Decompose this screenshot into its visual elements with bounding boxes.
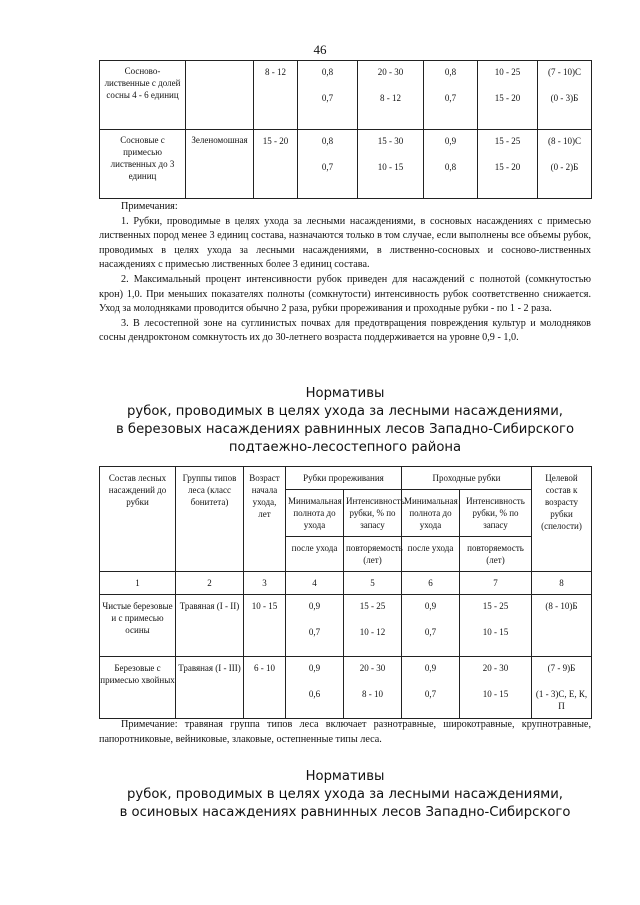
composition-cell: Чистые березовые и с примесью осины — [100, 595, 176, 657]
header-age: Возраст начала ухода, лет — [244, 467, 286, 572]
table-row — [100, 61, 592, 130]
header-pass-intensity: Интенсивность рубки, % по запасу — [460, 490, 532, 537]
aspen-norms-heading — [99, 768, 591, 822]
column-number: 2 — [176, 572, 244, 595]
composition-cell: Сосновые с примесью лиственных до 3 единиц — [100, 130, 186, 199]
forest-type-cell: Зеленомошная — [186, 130, 254, 199]
forest-type-cell — [186, 61, 254, 130]
header-thin-min-density: Минимальная полнота до ухода — [286, 490, 344, 537]
note-item: 2. Максимальный процент интенсивности рубок приведен для насаждений с полнотой (сомкнутостью крон) 1,0. При меньших показателях полноты (сомкнутости) интенсивность рубок соответственно снижается. Уход за молодняками проводится обычно 2 раза, рубки прореживания и проходные рубки - по 1 - 2 раза. — [99, 273, 591, 315]
composition-cell: Сосново-лиственные с долей сосны 4 - 6 единиц — [100, 61, 186, 130]
age-cell: 15 - 20 — [254, 130, 298, 199]
pass-intensity-cell: 20 - 30 10 - 15 — [460, 657, 532, 719]
heading-line: в осиновых насаждениях равнинных лесов Западно-Сибирского — [119, 805, 571, 820]
header-thin-intensity: Интенсивность рубки, % по запасу — [344, 490, 402, 537]
pass-density-cell: 0,9 0,8 — [424, 130, 478, 199]
column-number: 4 — [286, 572, 344, 595]
thin-intensity-cell: 15 - 25 10 - 12 — [344, 595, 402, 657]
column-number: 8 — [532, 572, 592, 595]
pass-intensity-cell: 15 - 25 15 - 20 — [478, 130, 538, 199]
age-cell: 8 - 12 — [254, 61, 298, 130]
header-thinning: Рубки прореживания — [286, 467, 402, 490]
heading-line: Нормативы — [305, 386, 385, 401]
header-pass-min-density: Минимальная полнота до ухода — [402, 490, 460, 537]
table-row — [100, 130, 592, 199]
heading-line: в березовых насаждениях равнинных лесов Западно-Сибирского — [115, 422, 575, 437]
forest-group-cell: Травяная (I - II) — [176, 595, 244, 657]
header-passage: Проходные рубки — [402, 467, 532, 490]
header-forest-group: Группы типов леса (класс бонитета) — [176, 467, 244, 572]
thin-intensity-cell: 15 - 30 10 - 15 — [358, 130, 424, 199]
birch-norms-table — [99, 466, 592, 719]
heading-line: Нормативы — [305, 769, 385, 784]
forest-group-cell: Травяная (I - III) — [176, 657, 244, 719]
thin-density-cell: 0,8 0,7 — [298, 130, 358, 199]
target-composition-cell: (8 - 10)С (0 - 2)Б — [538, 130, 592, 199]
table-header-row — [100, 467, 592, 490]
header-after-care: после ухода — [286, 537, 344, 572]
heading-line: рубок, проводимых в целях ухода за лесными насаждениями, — [127, 404, 563, 419]
pass-intensity-cell: 15 - 25 10 - 15 — [460, 595, 532, 657]
column-number: 3 — [244, 572, 286, 595]
composition-cell: Березовые с примесью хвойных — [100, 657, 176, 719]
target-composition-cell: (7 - 9)Б (1 - 3)С, Е, К, П — [532, 657, 592, 719]
pass-density-cell: 0,9 0,7 — [402, 657, 460, 719]
pass-density-cell: 0,8 0,7 — [424, 61, 478, 130]
column-number: 6 — [402, 572, 460, 595]
header-repeat: повторяемость (лет) — [460, 537, 532, 572]
thin-density-cell: 0,8 0,7 — [298, 61, 358, 130]
note-item: 3. В лесостепной зоне на суглинистых почвах для предотвращения повреждения культур и молодняков сосны дендроктоном сомкнутость их до 30-летнего возраста поддерживается на уровне 0,9 - 1,0. — [99, 317, 591, 344]
thin-intensity-cell: 20 - 30 8 - 10 — [344, 657, 402, 719]
column-number: 1 — [100, 572, 176, 595]
table-note — [99, 718, 591, 747]
table-row — [100, 595, 592, 657]
thin-intensity-cell: 20 - 30 8 - 12 — [358, 61, 424, 130]
pass-density-cell: 0,9 0,7 — [402, 595, 460, 657]
birch-norms-heading — [99, 385, 591, 457]
header-after-care: после ухода — [402, 537, 460, 572]
thin-density-cell: 0,9 0,6 — [286, 657, 344, 719]
column-number: 7 — [460, 572, 532, 595]
target-composition-cell: (8 - 10)Б — [532, 595, 592, 657]
notes-block — [99, 200, 591, 346]
column-number: 5 — [344, 572, 402, 595]
heading-line: рубок, проводимых в целях ухода за лесными насаждениями, — [127, 787, 563, 802]
header-target: Целевой состав к возрасту рубки (спелости) — [532, 467, 592, 572]
notes-title: Примечания: — [121, 201, 178, 212]
header-repeat: повторяемость (лет) — [344, 537, 402, 572]
heading-line: подтаежно-лесостепного района — [228, 440, 462, 455]
note-text: Примечание: травяная группа типов леса включает разнотравные, широкотравные, крупнотравные, папоротниковые, вейниковые, злаковые, остепненные типы леса. — [99, 719, 591, 745]
table-row — [100, 657, 592, 719]
thin-density-cell: 0,9 0,7 — [286, 595, 344, 657]
pine-norms-table-continuation — [99, 60, 592, 199]
target-composition-cell: (7 - 10)С (0 - 3)Б — [538, 61, 592, 130]
page-number: 46 — [313, 42, 327, 57]
note-item: 1. Рубки, проводимые в целях ухода за лесными насаждениями, в сосновых насаждениях с примесью лиственных пород менее 3 единиц состава, назначаются только в том случае, если выполнены все объемы рубок, проводимых в целях ухода за лесными насаждениями, в лиственно-сосновых и сосново-лиственных насаждениях с примесью лиственных более 3 единиц состава. — [99, 215, 591, 271]
column-numbers-row — [100, 572, 592, 595]
pass-intensity-cell: 10 - 25 15 - 20 — [478, 61, 538, 130]
age-cell: 6 - 10 — [244, 657, 286, 719]
header-composition: Состав лесных насаждений до рубки — [100, 467, 176, 572]
age-cell: 10 - 15 — [244, 595, 286, 657]
